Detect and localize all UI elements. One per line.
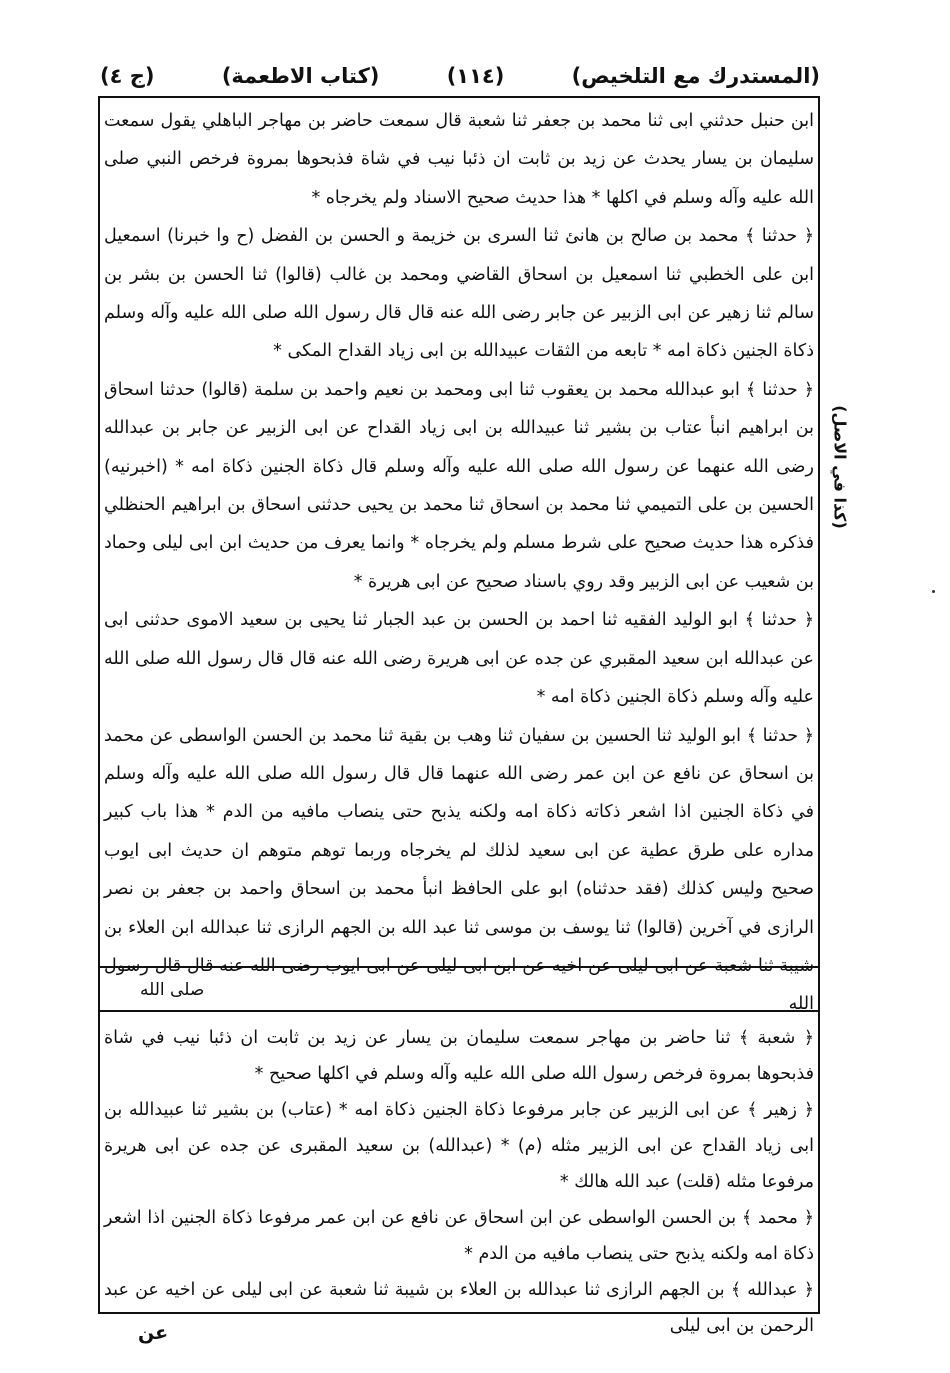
page-header [100, 56, 820, 96]
main-paragraph: ﴿ حدثنا ﴾ ابو الوليد ثنا الحسين بن سفيان ثنا وهب بن بقية ثنا محمد بن الحسن الواسطى عن محمد بن اسحاق عن نافع عن ابن عمر رضى الله عنهما قال قال رسول الله صلى الله عليه وآله وسلم في ذكاة الجنين اذا اشعر ذكاته ذكاة امه ولكنه يذبح حتى ينصاب مافيه من الدم * هذا باب كبير مداره على طرق عطية عن ابى سعيد لذلك لم يخرجاه وربما توهم متوهم ان حديث ابى ايوب صحيح وليس كذلك (فقد حدثناه) ابو على الحافظ انبأ محمد بن اسحاق واحمد بن جعفر بن نصر الرازى في آخرين (قالوا) ثنا يوسف بن موسى ثنا عبد الله بن الجهم الرازى ثنا عبدالله ابن العلاء بن شيبة ثنا شعبة عن ابى ليلى عن اخيه عن ابن ابى ليلى عن ابى ايوب رضى الله عنه قال قال رسول الله [104, 725, 814, 1015]
book-title: (المستدرك مع التلخيص) [571, 64, 820, 88]
margin-note-text: (كذا في الاصل) [830, 405, 850, 529]
page-number: (١١٤) [446, 64, 505, 88]
main-paragraph: ﴿ حدثنا ﴾ محمد بن صالح بن هانئ ثنا السرى بن خزيمة و الحسن بن الفضل (ح وا خبرنا) اسمعيل ابن على الخطبي ثنا اسمعيل بن اسحاق القاضي ومحمد بن غالب (قالوا) ثنا الحسن بن بشر بن سالم ثنا زهير عن ابى الزبير عن جابر رضى الله عنه قال قال رسول الله صلى الله عليه وآله وسلم ذكاة الجنين ذكاة امه * تابعه من الثقات عبيدالله بن ابى زياد القداح المكى * [104, 226, 814, 362]
notes-divider [98, 1010, 820, 1012]
note-paragraph: ﴿ محمد ﴾ بن الحسن الواسطى عن ابن اسحاق عن نافع عن ابن عمر مرفوعا ذكاة الجنين اذا اشعر ذكاة امه ولكنه يذبح حتى ينصاب مافيه من الدم * [104, 1208, 814, 1264]
main-text [104, 102, 814, 1015]
margin-dot [932, 590, 935, 593]
summary-notes [104, 1020, 814, 1336]
main-paragraph: ﴿ حدثنا ﴾ ابو الوليد الفقيه ثنا احمد بن الحسن بن عبد الجبار ثنا يحيى بن سعيد الاموى حدثنى ابى عن عبدالله ابن سعيد المقبري عن جده عن ابى هريرة رضى الله عنه قال قال رسول الله صلى الله عليه وآله وسلم ذكاة الجنين ذكاة امه * [104, 610, 814, 708]
chapter-title: (كتاب الاطعمة) [221, 64, 380, 88]
catchword: عن [138, 1322, 169, 1344]
note-paragraph: ﴿ شعبة ﴾ ثنا حاضر بن مهاجر سمعت سليمان بن يسار عن زيد بن ثابت ان ذئبا نيب في شاة فذبحوها بمروة فرخص رسول الله صلى الله عليه وآله وسلم في اكلها صحيح * [104, 1028, 814, 1084]
volume-number: (ج ٤) [100, 64, 155, 88]
margin-note [826, 282, 854, 652]
note-paragraph: ﴿ عبدالله ﴾ بن الجهم الرازى ثنا عبدالله بن العلاء بن شيبة ثنا شعبة عن ابى ليلى عن اخيه عن عبد الرحمن بن ابى ليلى [104, 1280, 814, 1336]
main-paragraph: ﴿ حدثنا ﴾ ابو عبدالله محمد بن يعقوب ثنا ابى ومحمد بن نعيم واحمد بن سلمة (قالوا) حدثنا اسحاق بن ابراهيم انبأ عتاب بن بشير ثنا عبيدالله بن ابى زياد القداح عن ابى الزبير عن جابر بن عبدالله رضى الله عنهما عن رسول الله صلى الله عليه وآله وسلم قال ذكاة الجنين ذكاة امه * (اخبرنيه) الحسين بن على التميمي ثنا محمد بن اسحاق ثنا محمد بن يحيى حدثنى اسحاق بن ابراهيم الحنظلي فذكره هذا حديث صحيح على شرط مسلم ولم يخرجاه * وانما يعرف من حديث ابن ابى ليلى وحماد بن شعيب عن ابى الزبير وقد روي باسناد صحيح عن ابى هريرة * [104, 379, 814, 592]
notes-carryover [104, 972, 814, 1008]
section-divider [98, 966, 820, 968]
main-paragraph: ابن حنبل حدثني ابى ثنا محمد بن جعفر ثنا شعبة قال سمعت حاضر بن مهاجر الباهلي يقول سمعت سليمان بن يسار يحدث عن زيد بن ثابت ان ذئبا نيب في شاة فذبحوها بمروة فرخص النبي صلى الله عليه وآله وسلم في اكلها * هذا حديث صحيح الاسناد ولم يخرجاه * [104, 111, 814, 208]
notes-carry-text: صلى الله [140, 980, 205, 1000]
note-paragraph: ﴿ زهير ﴾ عن ابى الزبير عن جابر مرفوعا ذكاة الجنين ذكاة امه * (عتاب) بن بشير ثنا عبيدالله بن ابى زياد القداح عن ابى الزبير مثله (م) * (عبدالله) بن سعيد المقبرى عن جده عن ابى هريرة مرفوعا مثله (قلت) عبد الله هالك * [104, 1100, 814, 1192]
